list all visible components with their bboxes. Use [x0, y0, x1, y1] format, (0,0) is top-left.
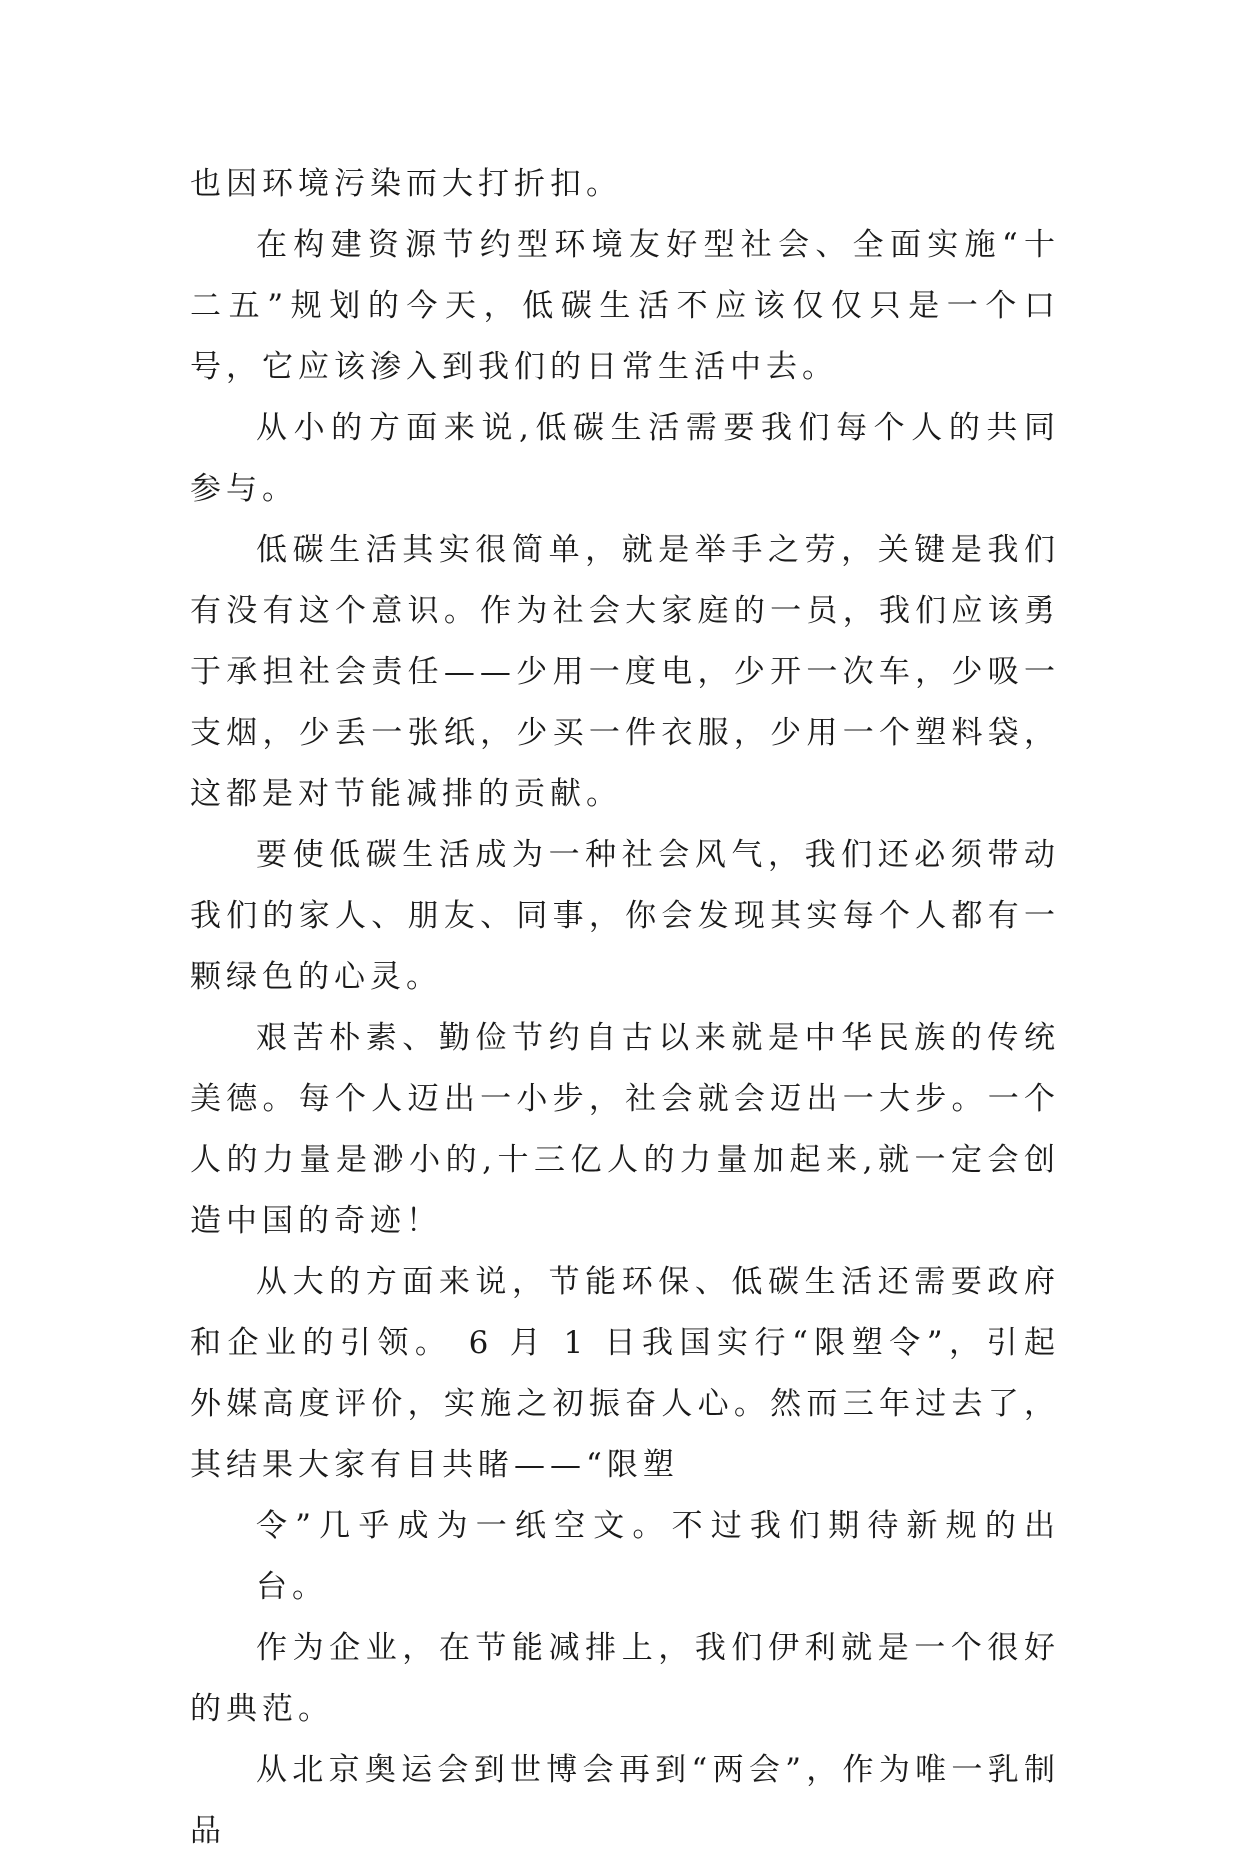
- paragraph-fragment: 令”几乎成为一纸空文。不过我们期待新规的出台。: [256, 1508, 1060, 1605]
- paragraph: 在构建资源节约型环境友好型社会、全面实施“十二五”规划的今天，低碳生活不应该仅仅只是一个口号，它应该渗入到我们的日常生活中去。: [190, 227, 1060, 385]
- paragraph: 低碳生活其实很简单，就是举手之劳，关键是我们有没有这个意识。作为社会大家庭的一员，我们应该勇于承担社会责任——少用一度电，少开一次车，少吸一支烟，少丢一张纸，少买一件衣服，少用一个塑料袋，这都是对节能减排的贡献。: [190, 532, 1060, 812]
- paragraph: 作为企业，在节能减排上，我们伊利就是一个很好的典范。: [190, 1630, 1060, 1727]
- paragraph: 从大的方面来说，节能环保、低碳生活还需要政府和企业的引领。 6 月 1 日我国实行“限塑令”，引起外媒高度评价，实施之初振奋人心。然而三年过去了，其结果大家有目共睹——“限塑: [190, 1264, 1060, 1483]
- paragraph: 从北京奥运会到世博会再到“两会”，作为唯一乳制品: [190, 1752, 1060, 1849]
- paragraph: 艰苦朴素、勤俭节约自古以来就是中华民族的传统美德。每个人迈出一小步，社会就会迈出一大步。一个人的力量是渺小的,十三亿人的力量加起来,就一定会创造中国的奇迹！: [190, 1020, 1060, 1239]
- body-text: [190, 154, 1060, 1862]
- paragraph: 从小的方面来说,低碳生活需要我们每个人的共同参与。: [190, 410, 1060, 507]
- paragraph-continuation: 也因环境污染而大打折扣。: [190, 166, 622, 202]
- paragraph: 要使低碳生活成为一种社会风气，我们还必须带动我们的家人、朋友、同事，你会发现其实每个人都有一颗绿色的心灵。: [190, 837, 1060, 995]
